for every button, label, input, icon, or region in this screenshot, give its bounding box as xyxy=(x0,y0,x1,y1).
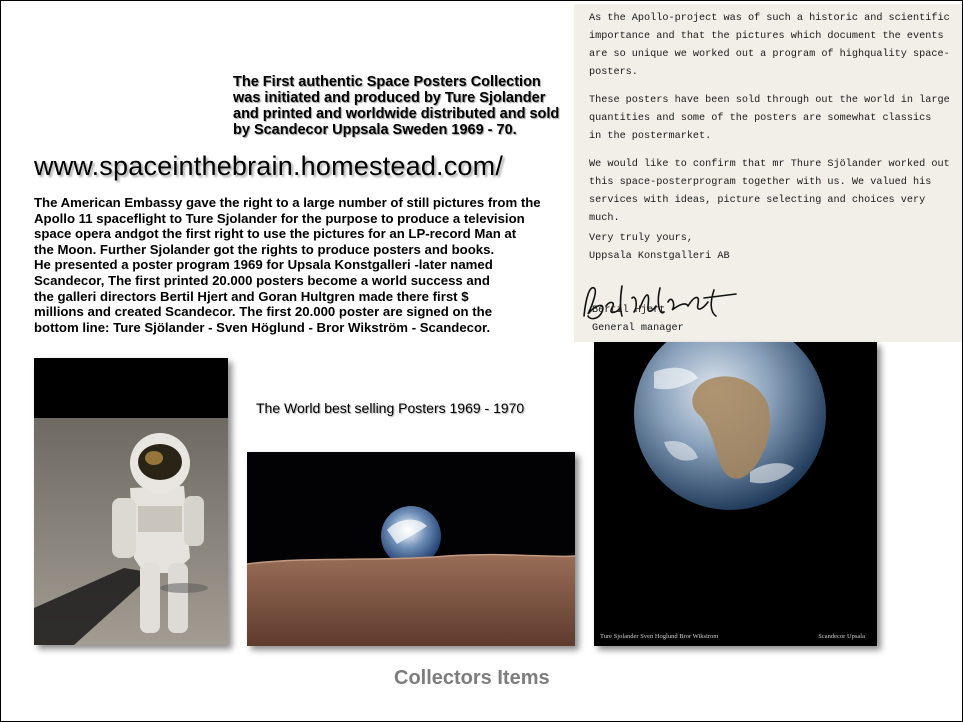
poster-credit-publisher: Scandecor Upsala xyxy=(818,633,865,640)
astronaut-moon-poster xyxy=(34,358,228,645)
letter-paragraph-3: We would like to confirm that mr Thure Sjölander worked out this space-posterprogram together with us. We valued his services with ideas, picture selecting and choices very much. xyxy=(589,159,950,224)
letter-closing: Very truly yours, Uppsala Konstgalleri AB xyxy=(589,233,730,262)
letter-signer: Bertil Hjert General manager xyxy=(592,305,684,334)
letter-paragraph-2: These posters have been sold through out the world in large quantities and some of the posters are somewhat classics in the postermarket. xyxy=(589,95,950,142)
website-url: www.spaceinthebrain.homestead.com/ xyxy=(34,151,504,181)
poster-credit-signers: Ture Sjolander Sven Hoglund Bror Wikstrom xyxy=(600,633,719,640)
earthrise-poster xyxy=(247,452,575,646)
collectors-items-label: Collectors Items xyxy=(394,667,550,689)
story-text: The American Embassy gave the right to a large number of still pictures from the Apollo 11 spaceflight to Ture Sjolander for the purpose to produce a television space opera andgot the first right to use the pictures for an LP-record Man at the Moon. Further Sjolander got the rights to produce posters and books. He presented a poster program 1969 for Upsala Konstgalleri -later named Scandecor, The first printed 20.000 posters become a world success and the galleri directors Bertil Hjert and Goran Hultgren made there first $ millions and created Scandecor. The first 20.000 poster are signed on the bottom line: Ture Sjölander - Sven Höglund - Bror Wikström - Scandecor. xyxy=(34,195,541,335)
poster-caption: The World best selling Posters 1969 - 1970 xyxy=(256,400,525,416)
full-earth-poster xyxy=(594,342,877,646)
letter-paragraph-1: As the Apollo-project was of such a historic and scientific importance and that the pictures which document the events are so unique we worked out a program of highquality space- posters. xyxy=(589,13,950,78)
confirmation-letter xyxy=(574,4,962,342)
intro-text: The First authentic Space Posters Collection was initiated and produced by Ture Sjolander and printed and worldwide distributed and sold by Scandecor Uppsala Sweden 1969 - 70. xyxy=(233,74,560,138)
